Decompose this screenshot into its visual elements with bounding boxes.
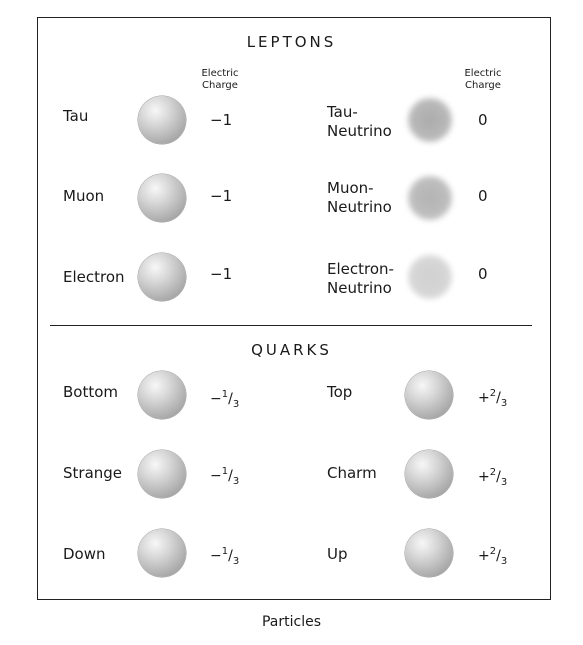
- charge-sign: −: [210, 391, 222, 407]
- charge-sign: −: [210, 548, 222, 564]
- charge-sign: +: [478, 469, 490, 485]
- leptons-heading: LEPTONS: [246, 33, 337, 51]
- particle-charm-sphere: [405, 450, 453, 498]
- particle-electron-neutrino-sphere: [408, 255, 452, 299]
- charge-sign: +: [478, 390, 490, 406]
- charge-electron-neutrino: 0: [478, 265, 488, 283]
- charge-sign: +: [478, 548, 490, 564]
- charge-numerator: 2: [489, 467, 497, 478]
- particle-tau-neutrino-sphere: [408, 98, 452, 142]
- charge-down: $-^1/_3$: [210, 546, 240, 567]
- charge-strange: $-^1/_3$: [210, 466, 240, 487]
- charge-denominator: 3: [232, 556, 240, 567]
- quarks-heading: QUARKS: [251, 341, 332, 359]
- charge-denominator: 3: [232, 476, 240, 487]
- charge-header-line1: Electric: [201, 68, 239, 79]
- charge-tau: −1: [210, 111, 233, 129]
- particle-name-tau: Tau: [63, 107, 89, 125]
- particle-name-down: Down: [63, 545, 106, 563]
- particle-down-sphere: [138, 529, 186, 577]
- charge-column-header-left: [185, 68, 255, 92]
- particle-name-muon: Muon: [63, 187, 105, 205]
- particle-up-sphere: [405, 529, 453, 577]
- particle-name-strange: Strange: [63, 464, 123, 482]
- charge-header-line1: Electric: [464, 68, 502, 79]
- charge-denominator: 3: [232, 399, 240, 410]
- charge-tau-neutrino: 0: [478, 111, 488, 129]
- particle-muon-sphere: [138, 174, 186, 222]
- particle-muon-neutrino-sphere: [408, 176, 452, 220]
- particle-name-electron-neutrino: Electron- Neutrino: [327, 260, 394, 297]
- charge-header-line2: Charge: [465, 80, 501, 91]
- particle-bottom-sphere: [138, 371, 186, 419]
- charge-sign: −: [210, 468, 222, 484]
- particle-name-tau-neutrino: Tau- Neutrino: [327, 103, 392, 140]
- particle-name-charm: Charm: [327, 464, 377, 482]
- particle-tau-sphere: [138, 96, 186, 144]
- diagram-frame: [37, 17, 551, 600]
- charge-top: $+^2/_3$: [478, 388, 508, 409]
- particle-electron-sphere: [138, 253, 186, 301]
- charge-bottom: $-^1/_3$: [210, 389, 240, 410]
- particle-name-bottom: Bottom: [63, 383, 119, 401]
- charge-denominator: 3: [500, 477, 508, 488]
- particle-strange-sphere: [138, 450, 186, 498]
- particle-top-sphere: [405, 371, 453, 419]
- charge-column-header-right: [448, 68, 518, 92]
- particle-name-top: Top: [327, 383, 353, 401]
- charge-charm: $+^2/_3$: [478, 467, 508, 488]
- charge-denominator: 3: [500, 398, 508, 409]
- charge-numerator: 2: [489, 388, 497, 399]
- charge-electron: −1: [210, 265, 233, 283]
- charge-numerator: 1: [221, 466, 229, 477]
- figure-caption: Particles: [261, 614, 322, 630]
- charge-up: $+^2/_3$: [478, 546, 508, 567]
- particle-name-electron: Electron: [63, 268, 125, 286]
- charge-header-line2: Charge: [202, 80, 238, 91]
- charge-muon: −1: [210, 187, 233, 205]
- charge-numerator: 2: [489, 546, 497, 557]
- particle-name-up: Up: [327, 545, 348, 563]
- charge-numerator: 1: [221, 389, 229, 400]
- charge-denominator: 3: [500, 556, 508, 567]
- charge-muon-neutrino: 0: [478, 187, 488, 205]
- particle-name-muon-neutrino: Muon- Neutrino: [327, 179, 392, 216]
- charge-numerator: 1: [221, 546, 229, 557]
- section-divider: [50, 325, 532, 326]
